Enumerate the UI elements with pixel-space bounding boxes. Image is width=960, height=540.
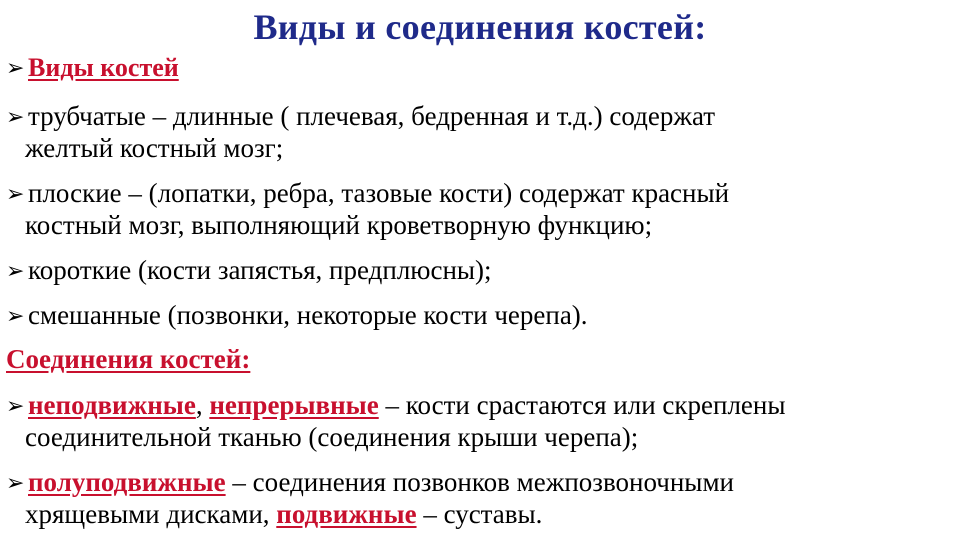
- list-item-flat: [6, 177, 729, 211]
- arrow-bullet-icon: ➢: [6, 259, 25, 284]
- list-item-tubular: [6, 100, 715, 134]
- list-item-text: – соединения позвонков межпозвоночными: [225, 467, 734, 497]
- list-item-text: плоские – (лопатки, ребра, тазовые кости) содержат красный: [28, 178, 730, 208]
- page-title: Виды и соединения костей:: [253, 7, 707, 47]
- list-item-text: хрящевыми дисками,: [25, 499, 277, 529]
- list-item-immovable: [6, 389, 786, 423]
- term-continuous: непрерывные: [209, 390, 379, 420]
- arrow-bullet-icon: ➢: [6, 394, 25, 419]
- list-item-text: короткие (кости запястья, предплюсны);: [28, 255, 492, 285]
- term-semimovable: полуподвижные: [28, 467, 226, 497]
- list-item-mixed: [6, 299, 588, 333]
- arrow-bullet-icon: ➢: [6, 182, 25, 207]
- list-item-text: трубчатые – длинные ( плечевая, бедренная и т.д.) содержат: [28, 101, 716, 131]
- list-item-continuation: соединительной тканью (соединения крыши черепа);: [25, 422, 639, 452]
- arrow-bullet-icon: ➢: [6, 105, 25, 130]
- list-item-continuation: желтый костный мозг;: [25, 133, 284, 163]
- bone-joints-heading-text: Соединения костей:: [6, 344, 251, 374]
- arrow-bullet-icon: ➢: [6, 56, 25, 81]
- separator-text: ,: [195, 390, 210, 420]
- list-item-continuation: костный мозг, выполняющий кроветворную функцию;: [25, 210, 653, 240]
- arrow-bullet-icon: ➢: [6, 471, 25, 496]
- term-immovable: неподвижные: [28, 390, 196, 420]
- list-item-text: смешанные (позвонки, некоторые кости черепа).: [28, 300, 588, 330]
- term-movable: подвижные: [276, 499, 417, 529]
- list-item-text: – кости срастаются или скреплены: [378, 390, 786, 420]
- list-item-semimovable: [6, 466, 734, 500]
- section-heading-bone-joints: [6, 343, 250, 375]
- list-item-text: – суставы.: [416, 499, 543, 529]
- section-heading-bone-types: [6, 52, 179, 85]
- arrow-bullet-icon: ➢: [6, 304, 25, 329]
- list-item-short: [6, 254, 492, 288]
- bone-types-heading-text: Виды костей: [28, 53, 179, 82]
- list-item-continuation: [25, 498, 542, 530]
